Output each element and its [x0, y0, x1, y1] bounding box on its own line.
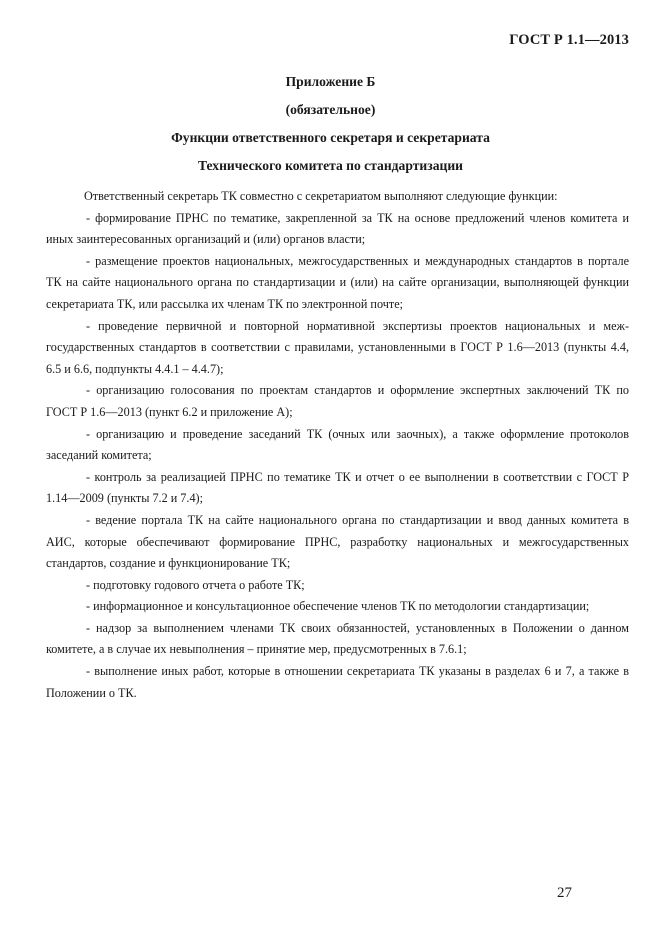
page-number: 27 [557, 885, 572, 901]
appendix-heading [0, 68, 661, 180]
appendix-title-line-1: Функции ответственного секретаря и секретариата [171, 130, 490, 145]
function-item: - организацию и проведение заседаний ТК (очных или заочных), а также оформление протоколов заседаний комитета; [46, 426, 629, 463]
function-item: - проведение первичной и повторной нормативной экспертизы проектов национальных и межгосударственных стандартов в соответствии с правилами, установленными в ГОСТ Р 1.6—2013 (пункты 4.4, 6.5 и 6.6, подпункты 4.4.1 – 4.4.7); [46, 318, 629, 376]
function-item: - формирование ПРНС по тематике, закрепленной за ТК на основе предложений членов комитета и иных заинтересованных организаций и (или) органов власти; [46, 210, 629, 247]
function-item: - выполнение иных работ, которые в отношении секретариата ТК указаны в разделах 6 и 7, а также в Положении о ТК. [46, 664, 629, 700]
function-item: - контроль за реализацией ПРНС по тематике ТК и отчет о ее выполнении в соответствии с ГОСТ Р 1.14—2009 (пункты 7.2 и 7.4); [46, 469, 629, 506]
appendix-label: Приложение Б [285, 74, 376, 89]
appendix-body [46, 186, 629, 704]
function-item: - размещение проектов национальных, межгосударственных и международных стандартов в портале ТК на сайте национального органа по стандартизации и (или) на сайте организации, выполняющей функции секретариата ТК, или рассылка их членам ТК по электронной почте; [46, 253, 629, 311]
document-code-header: ГОСТ Р 1.1—2013 [509, 32, 629, 48]
intro-paragraph: Ответственный секретарь ТК совместно с секретариатом выполняют следующие функции: [84, 189, 558, 203]
function-item: - информационное и консультационное обеспечение членов ТК по методологии стандартизации; [86, 599, 590, 614]
function-item: - надзор за выполнением членами ТК своих обязанностей, установленных в Положении о данном комитете, а в случае их невыполнения – принятие мер, предусмотренных в 7.6.1; [46, 620, 629, 657]
appendix-status: (обязательное) [285, 102, 376, 117]
appendix-title-line-2: Технического комитета по стандартизации [197, 158, 464, 173]
function-item: - подготовку годового отчета о работе ТК; [86, 577, 305, 592]
function-item: - ведение портала ТК на сайте национального органа по стандартизации и ввод данных комитета в АИС, которые обеспечивают формирование ПРНС, разработку национальных и межгосударственных стандартов, создание и функционирование ТК; [46, 512, 629, 571]
function-item: - организацию голосования по проектам стандартов и оформление экспертных заключений ТК по ГОСТ Р 1.6—2013 (пункт 6.2 и приложение А); [46, 383, 629, 419]
